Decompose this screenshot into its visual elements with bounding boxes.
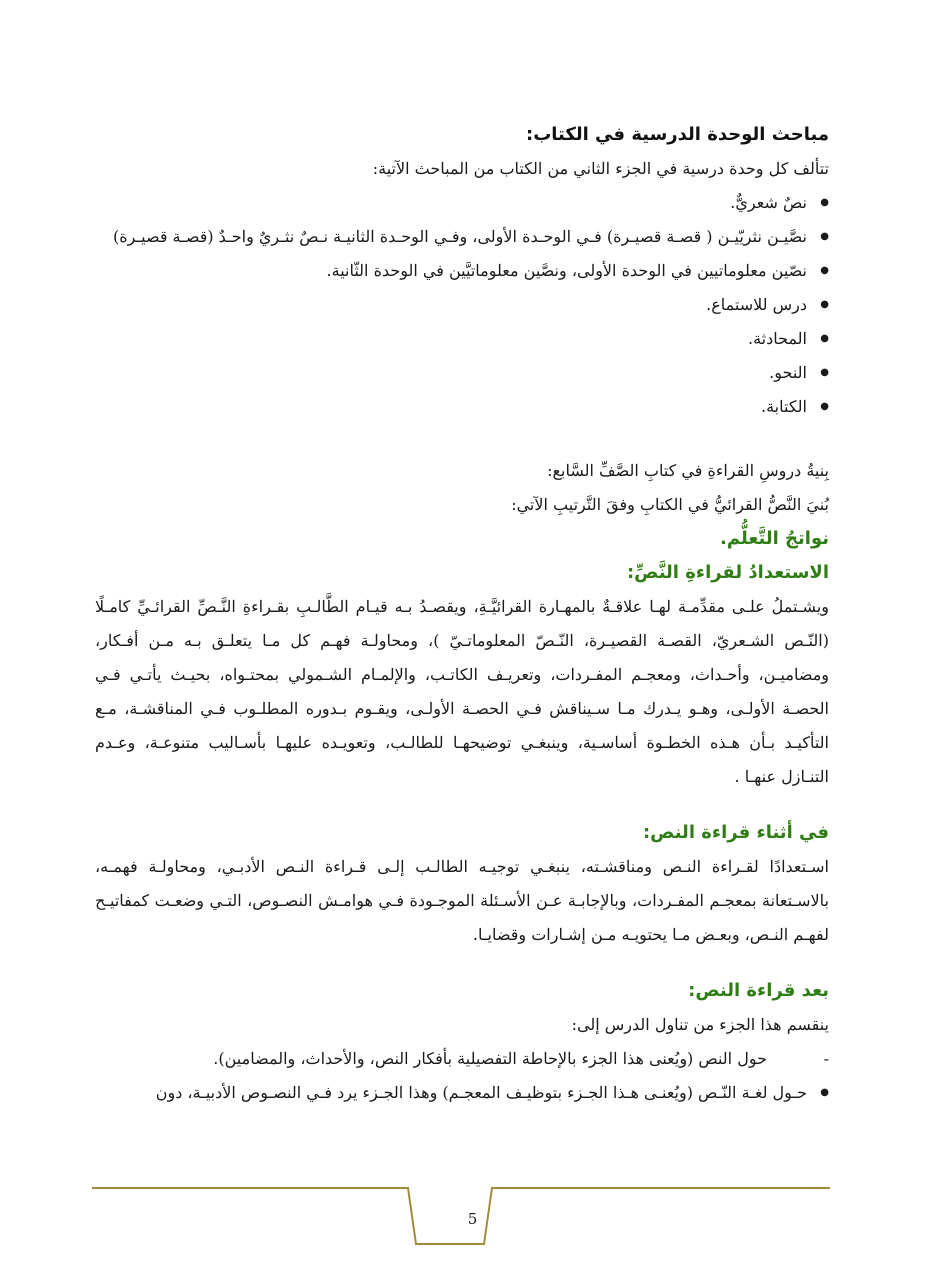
list-item: ● الكتابة. (95, 390, 807, 424)
after-reading-heading: بعد قراءة النص: (688, 980, 829, 1001)
section-title-unit-topics: مباحث الوحدة الدرسية في الكتاب: (526, 124, 829, 145)
during-reading-paragraph: اسـتعدادًا لقـراءة النـص ومناقشـته، ينبغـي توجيـه الطالـب إلـى قـراءة النـص الأدبـي، ومحاولـة فهمـه، بالاسـتعانة بمعجـم المفـردات، وبالإجابـة عـن الأسـئلة الموجـودة فـي هوامـش النصـوص، التـي وضعـت كمفاتيـح لفهـم النـص، وبعـض مـا يحتويـه مـن إشـارات وقضايـا. (95, 857, 829, 944)
after-reading-bullet-list (95, 1076, 829, 1110)
list-item: - حول النص (ويُعنى هذا الجزء بالإحاطة التفصيلية بأفكار النص، والأحداث، والمضامين). (95, 1042, 807, 1076)
list-item: ● نصَّيـن نثريّيـن ( قصـة قصيـرة) فـي الوحـدة الأولى، وفـي الوحـدة الثانيـة نـصٌ نثـريٌ واحـدٌ (قصـة قصيـرة) (95, 220, 807, 254)
after-reading-intro: ينقسم هذا الجزء من تناول الدرس إلى: (571, 1015, 829, 1034)
after-reading-dash-list (95, 1042, 829, 1076)
list-item: ● نصّين معلوماتيين في الوحدة الأولى، ونصَّين معلوماتيَّين في الوحدة الثّانية. (95, 254, 807, 288)
list-item: ● النحو. (95, 356, 807, 390)
pre-reading-heading: الاستعدادُ لقراءةِ النَّصِّ: (626, 562, 829, 583)
reading-order-line: بُنيَ النَّصُّ القرائيُّ في الكتابِ وفقَ التَّرتيبِ الآتي: (511, 495, 829, 514)
page-body (95, 118, 829, 1110)
page-number: 5 (467, 1210, 478, 1228)
list-item: ● حـول لغـة النّـص (ويُعنـى هـذا الجـزء بتوظيـف المعجـم) وهذا الجـزء يرد فـي النصـوص الأدبيـة، دون (95, 1076, 807, 1110)
list-item: ● درس للاستماع. (95, 288, 807, 322)
reading-structure-line: بِنيةُ دروسِ القراءةِ في كتابِ الصَّفِّ السَّابع: (547, 461, 829, 480)
list-item: ● نصٌ شعريٌّ. (95, 186, 807, 220)
list-item: ● المحادثة. (95, 322, 807, 356)
section-intro: تتألف كل وحدة درسية في الجزء الثاني من الكتاب من المباحث الآتية: (372, 159, 829, 178)
topics-list (95, 186, 829, 424)
during-reading-heading: في أثناء قراءة النص: (642, 822, 829, 843)
pre-reading-paragraph: ويشـتملُ علـى مقدِّمـة لهـا علاقـةٌ بالمهـارة القرائيَّـةِ، ويقصـدُ بـه قيـام الطَّالـبِ بقـراءةِ النَّـصِّ القرائـيِّ كامـلًا (النّـص الشـعريّ، القصـة القصيـرة، النّـصّ المعلوماتـيّ )، ومحاولـة فهـم كل مـا يتعلـق بـه مـن أفـكار، ومضاميـن، وأحـداث، ومعجـم المفـردات، وتعريـف الكاتـب، والإلمـام الشـمولي بمحتـواه، بحيـث يأتـي فـي الحصـة الأولـى، وهـو يـدرك مـا سـيناقش فـي الحصـة الأولـى، ويقـوم بـدوره المطلـوب فـي المناقشـة، مـع التأكيـد بـأن هـذه الخطـوة أساسـية، وينبغـي توضيحهـا للطالـب، وتعويـده عليهـا بأسـاليب متنوعـة، وعـدم التنـازل عنهـا . (95, 597, 829, 786)
learning-outcomes-heading: نواتجُ التَّعلُّم. (720, 528, 829, 549)
